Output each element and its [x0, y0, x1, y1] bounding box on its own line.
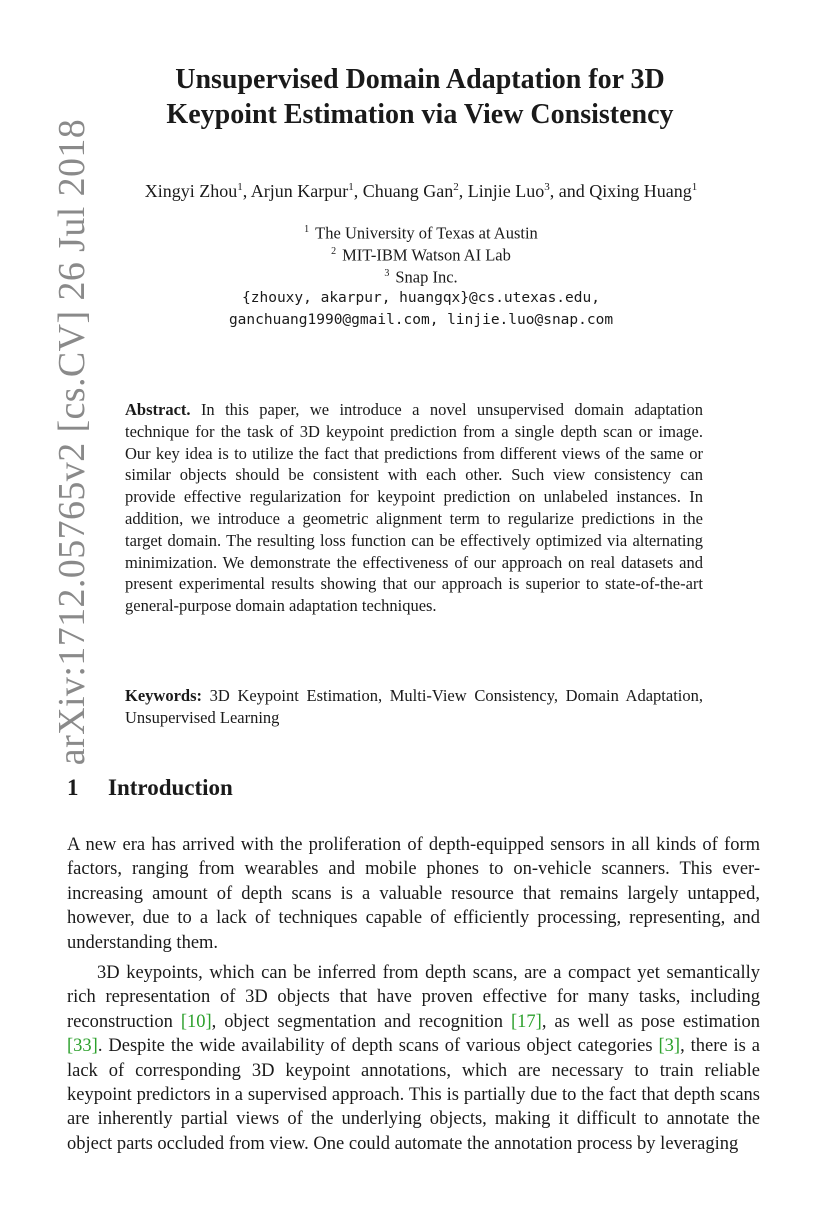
- keywords-label: Keywords:: [125, 686, 202, 705]
- paper-title: [90, 62, 750, 132]
- author-name: Linjie Luo: [467, 181, 545, 201]
- author-name: Qixing Huang: [589, 181, 692, 201]
- paragraph-text: . Despite the wide availability of depth scans of various object categories: [97, 1036, 659, 1057]
- author-name: Xingyi Zhou: [144, 181, 238, 201]
- abstract-text: In this paper, we introduce a novel unsupervised domain adaptation technique for the task of 3D keypoint prediction from a single depth scan or image. Our key idea is to utilize the fact that predictions from different views of the same or similar objects should be consistent with each other. Such view consistency can provide effective regularization for keypoint prediction on unlabeled instances. In addition, we introduce a geometric alignment term to regularize predictions in the target domain. The resulting loss function can be effectively optimized via alternating minimization. We demonstrate the effectiveness of our approach on real datasets and present experimental results showing that our approach is superior to state-of-the-art general-purpose domain adaptation techniques.: [125, 400, 703, 616]
- paragraph-text: , object segmentation and recognition: [211, 1011, 511, 1032]
- author-affiliation-mark: 1: [348, 181, 354, 193]
- affiliation-name: Snap Inc.: [395, 267, 458, 287]
- section-number: 1: [67, 775, 79, 800]
- author-affiliation-mark: 1: [691, 181, 698, 193]
- paragraph-text: , there is a lack of corresponding 3D keypoint annotations, which are necessary to train reliable keypoint predictors in a supervised approach. This is partially due to the fact that depth scans are inherently partial views of the underlying objects, making it difficult to annotate the object parts occluded from view. One could automate the annotation process by leveraging: [67, 1036, 760, 1154]
- author-separator: ,: [458, 181, 468, 201]
- abstract-label: Abstract.: [125, 400, 191, 419]
- keywords-text: 3D Keypoint Estimation, Multi-View Consistency, Domain Adaptation, Unsupervised Learning: [125, 686, 703, 727]
- paragraph-text: , as well as pose estimation: [541, 1011, 760, 1032]
- citation-link[interactable]: [3]: [658, 1036, 681, 1057]
- intro-paragraph-2: [67, 961, 760, 1156]
- citation-link[interactable]: [17]: [510, 1011, 542, 1032]
- author-name: Arjun Karpur: [250, 181, 349, 201]
- author-affiliation-mark: 2: [453, 181, 459, 193]
- affiliation-number: 1: [304, 224, 310, 235]
- affiliation-number: 2: [331, 246, 337, 257]
- author-list: [60, 176, 782, 202]
- author-affiliation-mark: 1: [237, 181, 243, 193]
- keywords: [125, 685, 703, 729]
- affiliation-number: 3: [384, 268, 390, 279]
- citation-link[interactable]: [10]: [180, 1011, 212, 1032]
- author-separator: ,: [353, 181, 363, 201]
- arxiv-identifier-text: arXiv:1712.05765v2 [cs.CV] 26 Jul 2018: [51, 118, 93, 766]
- author-name: Chuang Gan: [362, 181, 454, 201]
- citation-link[interactable]: [33]: [67, 1036, 98, 1057]
- title-line-2: Keypoint Estimation via View Consistency: [166, 99, 674, 130]
- section-heading: [67, 775, 233, 801]
- affiliation-3: [60, 263, 782, 289]
- affiliation-name: MIT-IBM Watson AI Lab: [342, 245, 511, 265]
- author-separator: ,: [242, 181, 251, 201]
- abstract: [125, 399, 703, 617]
- author-separator: , and: [549, 181, 590, 201]
- affiliation-name: The University of Texas at Austin: [315, 223, 538, 243]
- email-line-1: {zhouxy, akarpur, huangqx}@cs.utexas.edu,: [242, 290, 600, 306]
- intro-paragraph-1: A new era has arrived with the proliferation of depth-equipped sensors in all kinds of form factors, ranging from wearables and mobile phones to on-vehicle scanners. This ever-increasing amount of depth scans is a valuable resource that remains largely untapped, however, due to a lack of techniques capable of efficiently processing, representing, and understanding them.: [67, 835, 760, 953]
- section-title: Introduction: [108, 775, 233, 800]
- author-affiliation-mark: 3: [544, 181, 550, 193]
- email-line-2: ganchuang1990@gmail.com, linjie.luo@snap.com: [228, 312, 614, 328]
- paragraph-text: 3D keypoints, which can be inferred from depth scans, are a compact yet semantically rich representation of 3D objects that have proven effective for many tasks, including reconstruction: [67, 963, 760, 1032]
- title-line-1: Unsupervised Domain Adaptation for 3D: [175, 64, 665, 95]
